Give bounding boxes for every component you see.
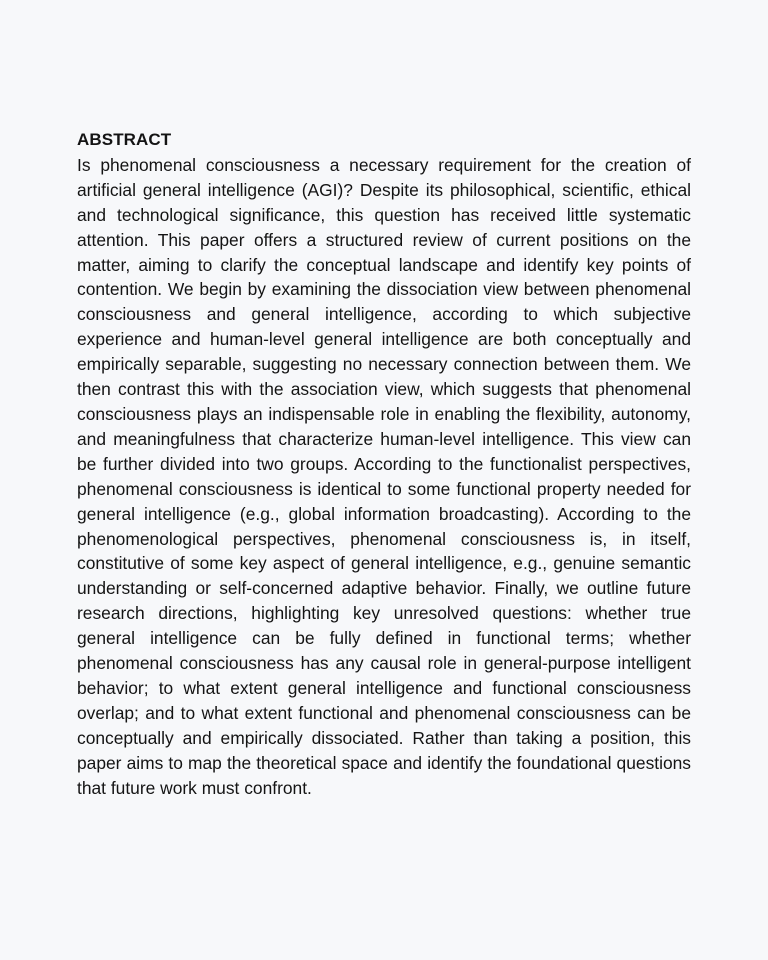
abstract-body: Is phenomenal consciousness a necessary requirement for the creation of artificial general intelligence (AGI)? Despite its philosophical, scientific, ethical and technological significance, this question has received little systematic attention. This paper offers a structured review of current positions on the matter, aiming to clarify the conceptual landscape and identify key points of contention. We begin by examining the dissociation view between phenomenal consciousness and general intelligence, according to which subjective experience and human-level general intelligence are both conceptually and empirically separable, suggesting no necessary connection between them. We then contrast this with the association view, which suggests that phenomenal consciousness plays an indispensable role in enabling the flexibility, autonomy, and meaningfulness that characterize human-level intelligence. This view can be further divided into two groups. According to the functionalist perspectives, phenomenal consciousness is identical to some functional property needed for general intelligence (e.g., global information broadcasting). According to the phenomenological perspectives, phenomenal consciousness is, in itself, constitutive of some key aspect of general intelligence, e.g., genuine semantic understanding or self-concerned adaptive behavior. Finally, we outline future research directions, highlighting key unresolved questions: whether true general intelligence can be fully defined in functional terms; whether phenomenal consciousness has any causal role in general-purpose intelligent behavior; to what extent general intelligence and functional consciousness overlap; and to what extent functional and phenomenal consciousness can be conceptually and empirically dissociated. Rather than taking a position, this paper aims to map the theoretical space and identify the foundational questions that future work must confront. — [77, 154, 691, 798]
abstract-section — [77, 128, 691, 800]
abstract-heading: ABSTRACT — [77, 130, 172, 149]
